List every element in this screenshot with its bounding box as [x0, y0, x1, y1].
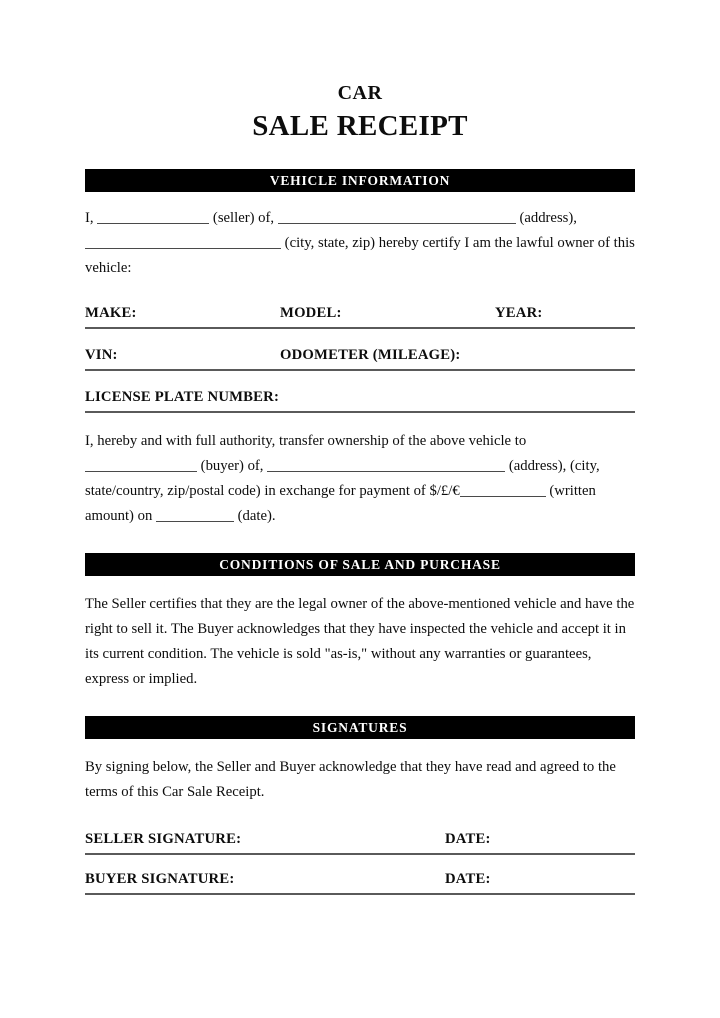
buyer-signature-row	[85, 863, 635, 895]
certify-closing: this vehicle:	[85, 235, 635, 276]
seller-label: (seller) of,	[212, 210, 275, 226]
vin-odometer-row	[85, 339, 635, 371]
conditions-of-sale-body: The Seller certifies that they are the legal owner of the above-mentioned vehicle and have the right to sell it. The Buyer acknowledges that they have inspected the vehicle and accept it in its current condition. The vehicle is sold "as-is," without any warranties or guarantees, express or implied.	[85, 596, 635, 687]
buyer-signature-label: BUYER SIGNATURE:	[85, 871, 235, 887]
document-content	[85, 0, 635, 895]
transfer-ownership-paragraph	[85, 429, 635, 529]
buyer-name-blank[interactable]	[85, 456, 197, 472]
odometer-label: ODOMETER (MILEAGE):	[280, 347, 461, 363]
seller-address-blank[interactable]	[278, 208, 516, 224]
seller-name-blank[interactable]	[97, 208, 209, 224]
make-label: MAKE:	[85, 305, 137, 321]
buyer-address-blank[interactable]	[267, 456, 505, 472]
section-header-conditions-of-sale: CONDITIONS OF SALE AND PURCHASE	[85, 553, 635, 576]
buyer-label: (buyer) of,	[200, 458, 264, 474]
license-plate-row	[85, 381, 635, 413]
payment-amount-blank[interactable]	[460, 481, 546, 497]
city-state-zip-label: (city, state, zip) hereby certify I am the lawful owner of	[284, 235, 610, 251]
section-header-signatures: SIGNATURES	[85, 716, 635, 739]
transfer-payment-lead: state/country, zip/postal code) in exchange for payment of $/£/€	[85, 483, 460, 499]
seller-city-state-zip-blank[interactable]	[85, 233, 281, 249]
page-title-line-2: SALE RECEIPT	[252, 110, 468, 142]
sale-date-blank[interactable]	[156, 506, 234, 522]
year-label: YEAR:	[495, 305, 543, 321]
section-header-vehicle-information: VEHICLE INFORMATION	[85, 169, 635, 192]
seller-certification-paragraph	[85, 206, 635, 281]
vin-label: VIN:	[85, 347, 118, 363]
buyer-date-label: DATE:	[445, 871, 491, 887]
page-title-line-1: CAR	[337, 82, 383, 104]
address-label: (address),	[519, 210, 577, 226]
certify-lead: I,	[85, 210, 94, 226]
signatures-body: By signing below, the Seller and Buyer acknowledge that they have read and agreed to the terms of this Car Sale Receipt.	[85, 759, 616, 800]
seller-date-label: DATE:	[445, 831, 491, 847]
date-lead: on	[137, 508, 153, 524]
seller-signature-label: SELLER SIGNATURE:	[85, 831, 242, 847]
transfer-line-1: I, hereby and with full authority, transfer ownership of the above vehicle to	[85, 433, 527, 449]
date-label: (date).	[237, 508, 276, 524]
seller-signature-row	[85, 823, 635, 855]
make-model-year-row	[85, 297, 635, 329]
buyer-address-label: (address), (city,	[508, 458, 600, 474]
license-plate-label: LICENSE PLATE NUMBER:	[85, 389, 280, 405]
written-amount-label: (written amount)	[85, 483, 596, 524]
model-label: MODEL:	[280, 305, 342, 321]
document-title-block	[85, 0, 635, 141]
